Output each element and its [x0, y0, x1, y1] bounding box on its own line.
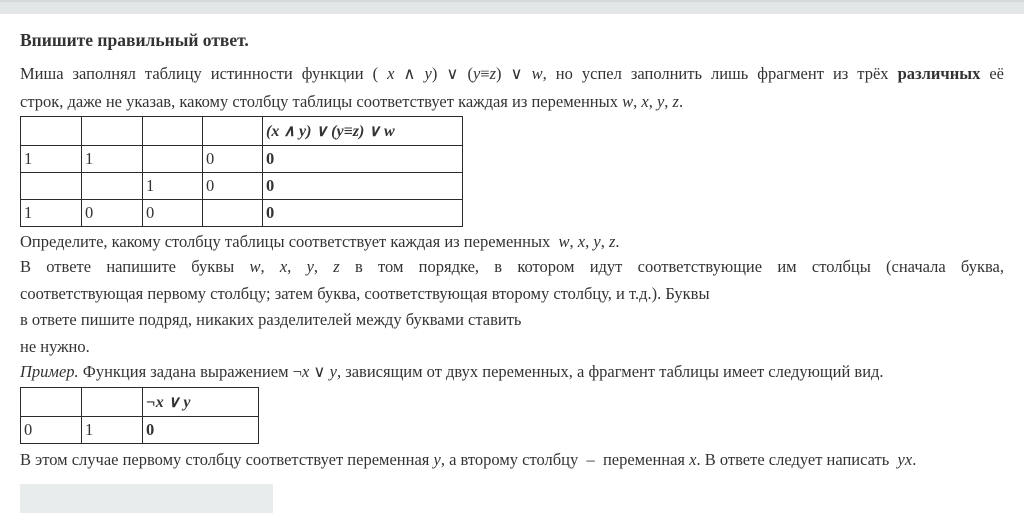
table-row [21, 173, 463, 200]
function-value-cell: 0 [143, 417, 259, 444]
problem-statement-line-2: строк, даже не указав, какому столбцу таблицы соответствует каждая из переменных w, x, y, z. [20, 92, 684, 111]
table-cell: 1 [82, 146, 143, 173]
top-bar [0, 0, 1024, 14]
problem-statement-line-1: Миша заполнял таблицу истинности функции ( x ∧ y) ∨ (y≡z) ∨ w, но успел заполнить лишь фрагмент из трёх различных её [20, 64, 1005, 83]
instructions-line-2: соответствующая первому столбцу; затем буква, соответствующая второму столбцу, и т.д.). Буквы [20, 283, 710, 303]
table-cell [21, 173, 82, 200]
task-content [0, 29, 1024, 472]
table-header-cell [21, 388, 82, 417]
function-formula-header: ¬x ∨ y [143, 388, 259, 417]
table-cell: 0 [21, 417, 82, 444]
table-header-cell [203, 117, 263, 146]
table-cell: 0 [82, 200, 143, 227]
answer-instructions [20, 254, 1004, 360]
example-intro-line: Пример. Функция задана выражением ¬x ∨ y, зависящим от двух переменных, а фрагмент таблицы имеет следующий вид. [20, 362, 884, 381]
instructions-line-1: В ответе напишите буквы w, x, y, z в том порядке, в котором идут соответствующие им столбцы (сначала буква, [20, 257, 1004, 276]
table-header-row [21, 117, 463, 146]
table-header-cell [21, 117, 82, 146]
function-value-cell: 0 [263, 146, 463, 173]
table-cell [143, 146, 203, 173]
table-cell: 1 [21, 146, 82, 173]
table-row [21, 200, 463, 227]
table-cell [203, 200, 263, 227]
example-table [20, 387, 259, 444]
table-cell [82, 173, 143, 200]
table-cell: 0 [203, 173, 263, 200]
determine-line: Определите, какому столбцу таблицы соответствует каждая из переменных w, x, y, z. [20, 232, 620, 251]
table-header-row [21, 388, 259, 417]
table-cell: 0 [143, 200, 203, 227]
instructions-line-4: не нужно. [20, 336, 90, 356]
table-header-cell [82, 117, 143, 146]
problem-statement [20, 60, 1004, 116]
table-cell: 1 [82, 417, 143, 444]
table-cell: 1 [21, 200, 82, 227]
table-row [21, 146, 463, 173]
function-formula-header: (x ∧ y) ∨ (y≡z) ∨ w [263, 117, 463, 146]
function-value-cell: 0 [263, 200, 463, 227]
answer-input[interactable] [20, 484, 273, 513]
page-title: Впишите правильный ответ. [20, 30, 249, 50]
truth-table-fragment [20, 116, 463, 227]
function-value-cell: 0 [263, 173, 463, 200]
instructions-line-3: в ответе пишите подряд, никаких разделителей между буквами ставить [20, 310, 522, 329]
table-header-cell [143, 117, 203, 146]
table-cell: 1 [143, 173, 203, 200]
table-cell: 0 [203, 146, 263, 173]
table-header-cell [82, 388, 143, 417]
table-row [21, 417, 259, 444]
example-outro-line: В этом случае первому столбцу соответствует переменная y, а второму столбцу – переменная x. В ответе следует написать yx. [20, 450, 917, 469]
